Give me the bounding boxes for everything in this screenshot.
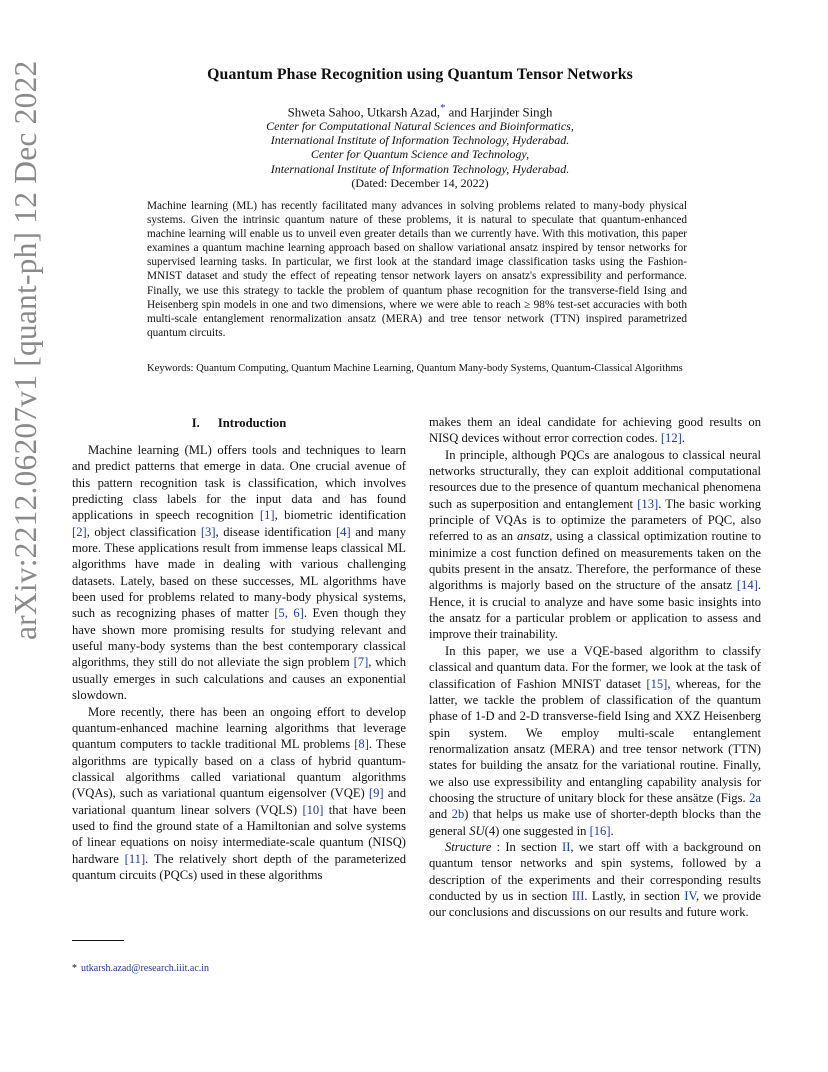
citation-link[interactable]: [15] (646, 676, 668, 691)
paragraph: In principle, although PQCs are analogous to classical neural networks structurally, they can exploit additional computational resources due to the presence of quantum mechanical phenomena such as superposition and entanglement [13]. The basic working principle of VQAs is to optimize the parameters of PQC, also referred to as an ansatz, using a classical optimization routine to minimize a cost function defined on measurements taken on the qubits present in the ansatz. Therefore, the performance of these algorithms is majorly based on the structure of the ansatz [14]. Hence, it is crucial to analyze and have some basic insights into the ansatz for a particular problem or application to assess and improve their trainability. (429, 447, 762, 642)
footnote (72, 963, 209, 974)
paragraph: Machine learning (ML) offers tools and techniques to learn and predict patterns that emerge in data. One crucial avenue of this pattern recognition task is classification, which involves predicting class labels for the input data and has found applications in speech recognition [1], biometric identification [2], object classification [3], disease identification [4] and many more. These applications result from immense leaps classical ML algorithms have made in dealing with various challenging datasets. Lately, based on these successes, ML algorithms have been used for problems related to many-body physical systems, such as recognizing phases of matter [5, 6]. Even though they have shown more promising results for studying relevant and useful many-body systems than the best contemporary classical algorithms, they still do not alleviate the sign problem [7], which usually emerges in such calculations and causes an exponential slowdown. (72, 443, 407, 703)
authors-first: Shweta Sahoo, Utkarsh Azad, (287, 105, 441, 120)
citation-link[interactable]: [16] (589, 823, 611, 838)
math-symbol: SU (469, 823, 485, 838)
abstract: Machine learning (ML) has recently facilitated many advances in solving problems related to many-body physical systems. Given the intrinsic quantum nature of these problems, it is natural to speculate that quantum-enhanced machine learning will enable us to unveil even greater details than we currently have. With this motivation, this paper examines a quantum machine learning approach based on shallow variational ansatz inspired by tensor networks for supervised learning tasks. In particular, we first look at the standard image classification tasks using the Fashion-MNIST dataset and study the effect of repeating tensor network layers on ansatz's expressibility and performance. Finally, we use this strategy to tackle the problem of quantum phase recognition for the transverse-field Ising and Heisenberg spin models in one and two dimensions, where we were able to reach ≥ 98% test-set accuracies with both multi-scale entanglement renormalization ansatz (MERA) and tree tensor network (TTN) inspired parametrized quantum circuits. (147, 200, 687, 339)
citation-link[interactable]: [2] (72, 524, 87, 539)
paragraph: makes them an ideal candidate for achieving good results on NISQ devices without error correction codes. [12]. (429, 415, 761, 446)
citation-link[interactable]: [3] (200, 524, 216, 539)
citation-link[interactable]: [4] (335, 524, 351, 539)
citation-link[interactable]: [1] (259, 508, 275, 523)
citation-link[interactable]: [9] (368, 786, 384, 801)
affiliation-line: Center for Computational Natural Sciences and Bioinformatics, (266, 119, 574, 133)
paper-date: (Dated: December 14, 2022) (351, 176, 489, 190)
figure-link[interactable]: 2b (451, 807, 465, 822)
section-title: Introduction (217, 416, 287, 430)
affiliation-line: International Institute of Information Technology, Hyderabad. (270, 161, 570, 176)
keywords: Keywords: Quantum Computing, Quantum Machine Learning, Quantum Many-body Systems, Quantum-Classical Algorithms (147, 363, 683, 374)
affiliation-line: International Institute of Information Technology, Hyderabad. (270, 133, 570, 148)
arxiv-identifier: arXiv:2212.06207v1 [quant-ph] 12 Dec 2022 (8, 60, 43, 640)
section-heading (72, 416, 406, 431)
section-link[interactable]: III (571, 888, 585, 903)
footnote-marker: * (72, 963, 77, 974)
citation-link[interactable]: [7] (353, 655, 369, 670)
affiliation-line: Center for Quantum Science and Technology, (310, 147, 530, 162)
footnote-divider (72, 940, 124, 941)
section-link[interactable]: II (562, 839, 571, 854)
section-link[interactable]: IV (684, 888, 696, 903)
paragraph: More recently, there has been an ongoing effort to develop quantum-enhanced machine learning algorithms that leverage quantum computers to tackle traditional ML problems [8]. These algorithms are typically based on a class of hybrid quantum-classical algorithms called variational quantum algorithms (VQAs), such as variational quantum eigensolver (VQE) [9] and variational quantum linear solvers (VQLS) [10] that have been used to find the ground state of a Hamiltonian and solve systems of linear equations on noisy intermediate-scale quantum (NISQ) hardware [11]. The relatively short depth of the parameterized quantum circuits (PQCs) used in these algorithms (72, 704, 407, 882)
emphasis: Structure (445, 839, 492, 854)
section-number: I. (191, 416, 200, 430)
right-column (429, 414, 761, 921)
citation-link[interactable]: [13] (637, 496, 659, 511)
figure-link[interactable]: 2a (749, 790, 761, 805)
citation-link[interactable]: [5, 6] (274, 606, 304, 621)
citation-link[interactable]: [12] (660, 431, 682, 446)
citation-link[interactable]: [10] (302, 802, 324, 817)
paragraph: In this paper, we use a VQE-based algorithm to classify classical and quantum data. For the former, we look at the task of classification of Fashion MNIST dataset [15], whereas, for the latter, we tackle the problem of classification of the quantum phase of 1-D and 2-D transverse-field Ising and XXZ Heisenberg spin system. We employ multi-scale entanglement renormalization ansatz (MERA) and tree tensor network (TTN) states for building the ansatz for the variational routine. Finally, we also use expressibility and entangling capability analysis for choosing the structure of unitary block for these ansätze (Figs. 2a and 2b) that helps us make use of shorter-depth blocks than the general SU(4) one suggested in [16]. (429, 643, 761, 838)
emphasis: ansatz (517, 529, 550, 544)
paper-title: Quantum Phase Recognition using Quantum Tensor Networks (207, 66, 633, 83)
citation-link[interactable]: [8] (354, 737, 369, 752)
citation-link[interactable]: [14] (736, 578, 758, 593)
email-link[interactable]: utkarsh.azad@research.iiit.ac.in (81, 963, 210, 974)
authors-last: and Harjinder Singh (445, 105, 553, 120)
author-footnote-marker[interactable]: * (440, 103, 446, 114)
left-column (72, 442, 406, 883)
author-list (120, 103, 720, 120)
affiliations (120, 119, 720, 176)
citation-link[interactable]: [11] (124, 851, 146, 866)
paragraph: Structure : In section II, we start off with a background on quantum tensor networks and spin systems, followed by a description of the experiments and their corresponding results conducted by us in section III. Lastly, in section IV, we provide our conclusions and discussions on our results and future work. (429, 839, 761, 920)
